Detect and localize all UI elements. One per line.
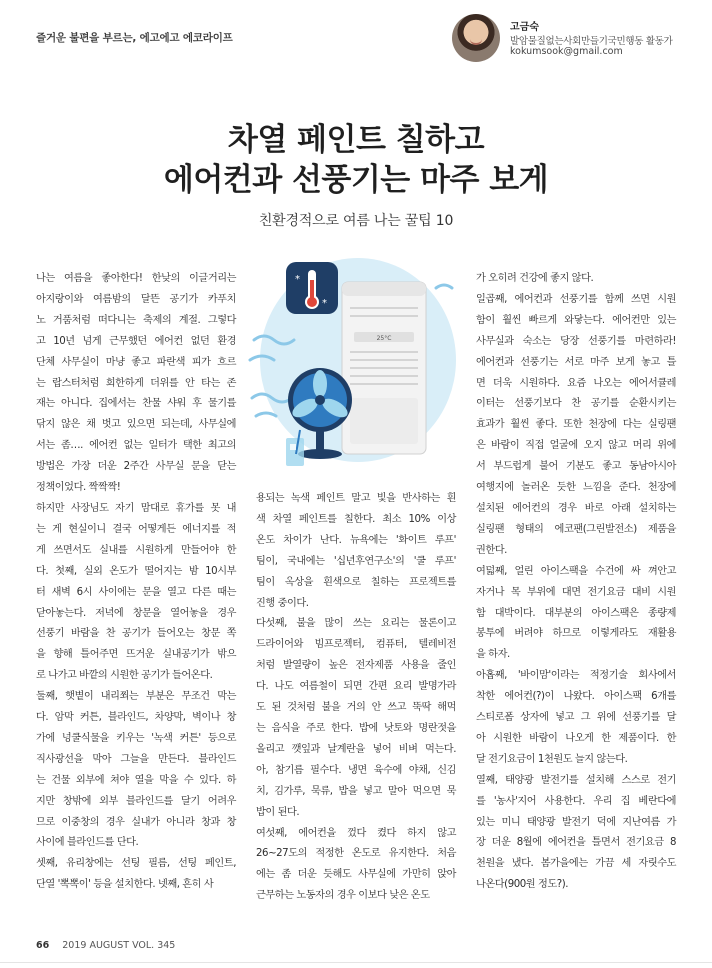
text-line: 지만 창밖에 외부 블라인드를 달기 어려우 (36, 795, 236, 807)
text-line: 는 음식을 주로 한다. 밥에 낫토와 명란젓을 (256, 722, 456, 734)
text-line: 팀이 옥상을 흰색으로 칠하는 프로젝트를 (256, 576, 456, 588)
text-line: 하지만 사장님도 자기 맘대로 휴가를 못 내 (36, 502, 236, 514)
text-line: 단열 '뽁뽁이' 등을 설치한다. 넷째, 흔히 사 (36, 879, 214, 891)
text-line: 아 시원한 바람이 나오게 한 제품이다. 한 (476, 732, 676, 744)
text-line: 실링팬 형태의 에코팬(그린발전소) 제품을 (476, 523, 676, 535)
text-line: 착한 에어컨(?)이 나왔다. 아이스팩 6개를 (476, 691, 676, 703)
text-line: 서는 좀…. 에어컨 없는 일터가 택한 최고의 (36, 440, 236, 452)
air-conditioner (342, 282, 426, 454)
text-line: 이터는 선풍기보다 찬 공기를 순환시키는 (476, 398, 676, 410)
text-line: 게 쓰면서도 실내를 시원하게 만들어야 한 (36, 544, 236, 556)
air-conditioner-fan-illustration (246, 248, 466, 480)
article-subtitle: 친환경적으로 여름 나는 꿀팁 10 (258, 213, 454, 229)
text-line: 설치된 에어컨의 경우 바로 아래 설치하는 (476, 502, 676, 514)
text-line: 용되는 녹색 페인트 말고 빛을 반사하는 흰 (256, 493, 456, 504)
text-line: 팀이, 국내에는 '십년후연구소'의 '쿨 루프' (256, 555, 456, 567)
text-line: 올리고 깻잎과 날계란을 넣어 비벼 먹는다. (256, 743, 456, 755)
issue-info: 2019 AUGUST VOL. 345 (62, 940, 176, 951)
author-name: 고금숙 (510, 22, 539, 33)
text-column-1 (36, 269, 236, 896)
text-line: 아지랑이와 여름밤의 달뜬 공기가 카푸치 (36, 293, 236, 305)
article-title-line-2: 에어컨과 선풍기는 마주 보게 (163, 162, 549, 198)
text-line: 면 더욱 시원하다. 요즘 나오는 에어서큘레 (476, 377, 676, 389)
text-line: 처럼 발열량이 높은 전자제품 사용을 줄인 (256, 660, 456, 672)
text-line: 방법은 가장 더운 2주간 사무실 문을 닫는 (36, 461, 236, 473)
text-line: 다. 나도 여름철이 되면 간편 요리 발명가라 (256, 681, 456, 693)
text-line: 일곱째, 에어컨과 선풍기를 함께 쓰면 시원 (476, 293, 676, 305)
text-line: 진행 중이다. (256, 597, 309, 609)
author-avatar (452, 14, 500, 62)
text-line: 닫아놓는다. 저녁에 창문을 열어놓을 경우 (36, 607, 236, 619)
text-line: 달 전기요금이 1천원도 늘지 않는다. (476, 753, 628, 765)
svg-text:*: * (322, 298, 327, 309)
text-line: 자거나 목 부위에 대면 전기요금 대비 시원 (476, 586, 676, 598)
text-line: 밥이 된다. (256, 806, 300, 818)
text-line: 함 대박이다. 대부분의 아이스팩은 종량제 (476, 607, 676, 619)
text-line: 봉투에 버려야 하므로 이렇게라도 재활용 (476, 628, 676, 640)
text-line: 나는 여름을 좋아한다! 한낮의 이글거리는 (36, 273, 236, 284)
text-line: 26~27도의 적정한 온도로 유지한다. 처음 (256, 848, 456, 860)
text-line: 는 건물 외부에 쳐야 열을 막을 수 있다. 하 (36, 774, 236, 786)
text-line: 직사광선을 막아 그늘을 만든다. 블라인드 (36, 753, 236, 765)
text-line: 는 랍스터처럼 희한하게 더위를 안 타는 존 (36, 377, 236, 389)
text-line: 효과가 훨씬 좋다. 또한 천장에 다는 실링팬 (476, 419, 676, 431)
text-line: 을 하자. (476, 649, 510, 661)
text-line: 근무하는 노동자의 경우 이보다 낮은 온도 (256, 890, 430, 902)
text-line: 있는 미니 태양광 발전기 덕에 지난여름 가 (476, 816, 676, 828)
text-line: 다. 암막 커튼, 블라인드, 차양막, 벽이나 창 (36, 712, 236, 724)
text-line: 나온다(900원 정도?). (476, 879, 569, 891)
text-line: 을 향해 틀어주면 뜨거운 실내공기가 밖으 (36, 649, 236, 661)
text-line: 고 10년 넘게 근무했던 에어컨 없던 환경 (36, 335, 236, 347)
text-line: 닦지 않은 채 벗고 있으면 되는데, 사무실에 (36, 419, 236, 431)
text-line: 가에 넝쿨식물을 키우는 '녹색 커튼' 등으로 (36, 732, 236, 744)
text-line: 치, 김가루, 묵류, 밥을 넣고 말아 먹으면 묵 (256, 785, 456, 797)
text-line: 므로 이중창의 경우 실내가 아니라 창과 창 (36, 816, 236, 828)
text-line: 정책이었다. 짝짝짝! (36, 482, 121, 494)
text-line: 스티로폼 상자에 넣고 그 위에 선풍기를 달 (476, 712, 676, 724)
text-line: 도 된 것처럼 불을 거의 안 쓰고 뚝딱 해먹 (256, 702, 456, 714)
hot-thermometer-sign (286, 262, 338, 314)
text-line: 다. 첫째, 실외 온도가 떨어지는 밤 10시부 (36, 565, 236, 577)
text-line: 를 '농사'지어 사용한다. 우리 집 베란다에 (476, 795, 676, 807)
article-title-line-1: 차열 페인트 칠하고 (227, 122, 485, 158)
text-line: 함이 훨씬 빠르게 와닿는다. 에어컨만 있는 (476, 314, 676, 326)
author-organization: 발암물질없는사회만들기국민행동 활동가 (510, 36, 673, 47)
text-line: 권한다. (476, 544, 507, 556)
author-email: kokumsook@gmail.com (510, 46, 623, 57)
text-line: 는 게 현실이니 결국 어떻게든 에너지를 적 (36, 523, 236, 535)
text-line: 재는 아니다. 집에서는 찬물 샤워 후 물기를 (36, 398, 236, 410)
text-line: 여덟째, 얼린 아이스팩을 수건에 싸 껴안고 (476, 565, 676, 577)
text-line: 단체 사무실이 마냥 좋고 파란색 피가 흐르 (36, 356, 236, 368)
footer-rule (0, 962, 712, 963)
ac-temperature-display: 25°C (376, 335, 392, 342)
page-footer (36, 940, 175, 951)
page-number: 66 (36, 940, 50, 951)
text-line: 사이에 블라인드를 단다. (36, 837, 139, 849)
text-line: 셋째, 유리창에는 선팅 필름, 선팅 페인트, (36, 858, 236, 870)
text-line: 여행지에 놀러온 듯한 느낌을 준다. 천장에 (476, 482, 676, 494)
text-line: 에는 좀 더운 듯해도 사무실에 가만히 앉아 (256, 869, 456, 881)
text-line: 에어컨과 선풍기는 서로 마주 보게 놓고 틀 (476, 356, 676, 368)
text-line: 천원을 냈다. 봄가을에는 가끔 세 자릿수도 (476, 858, 676, 870)
text-line: 드라이어와 빔프로젝터, 컴퓨터, 텔레비전 (256, 639, 456, 651)
section-label: 즐거운 불편을 부르는, 에고에고 에코라이프 (36, 32, 233, 44)
text-line: 아홉째, '바이맘'이라는 적정기술 회사에서 (476, 670, 676, 682)
text-line: 터 새벽 6시 사이에는 문을 열고 다른 때는 (36, 586, 236, 598)
svg-text:*: * (295, 274, 300, 285)
text-line: 노 거품처럼 떠다니는 축제의 계절. 그렇다 (36, 314, 236, 326)
text-line: 선풍기 바람을 찬 공기가 들어오는 창문 쪽 (36, 628, 236, 640)
text-line: 장 더운 8월에 에어컨을 틀면서 전기요금 8 (476, 837, 676, 849)
text-column-3 (476, 269, 676, 896)
text-line: 사무실과 숙소는 당장 선풍기를 마련하라! (476, 335, 676, 347)
text-line: 여섯째, 에어컨을 껐다 켰다 하지 않고 (256, 827, 456, 839)
text-line: 열째, 태양광 발전기를 설치해 스스로 전기 (476, 774, 676, 786)
text-line: 로 나가고 바깥의 시원한 공기가 들어온다. (36, 670, 213, 682)
text-line: 가 오히려 건강에 좋지 않다. (476, 273, 594, 284)
text-line: 둘째, 햇볕이 내리쬐는 부분은 무조건 막는 (36, 691, 236, 703)
text-line: 온도 차이가 난다. 뉴욕에는 '화이트 루프' (256, 534, 456, 546)
text-column-2 (256, 489, 456, 907)
text-line: 색 차열 페인트를 칠한다. 최소 10% 이상 (256, 513, 456, 525)
text-line: 아, 참기름 필수다. 냉면 육수에 야채, 신김 (256, 764, 456, 776)
author-info (452, 14, 702, 68)
text-line: 서 부드럽게 불어 기분도 좋고 동남아시아 (476, 461, 676, 473)
text-line: 다섯째, 불을 많이 쓰는 요리는 물론이고 (256, 618, 456, 630)
text-line: 은 바람이 직접 얼굴에 오지 않고 머리 위에 (476, 440, 676, 452)
